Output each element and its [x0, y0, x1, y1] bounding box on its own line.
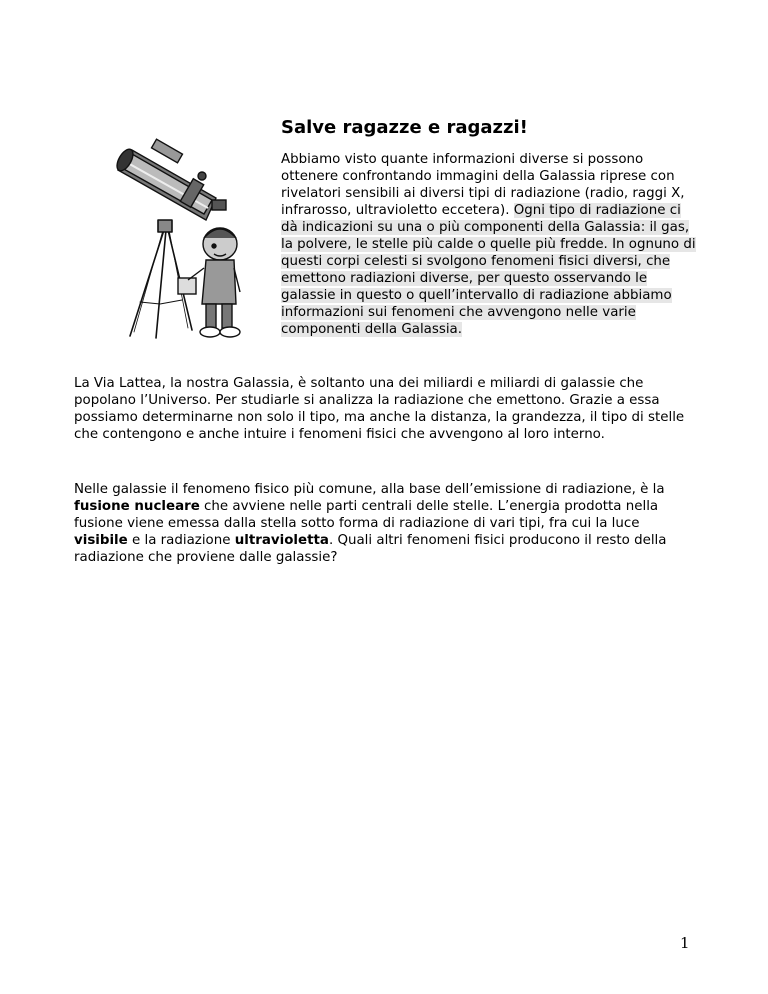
paragraph-fusion-part2: che avviene nelle parti centrali delle stelle. L’energia prodotta nella fusione viene emessa dalla stella sotto forma di radiazione di vari tipi, fra cui la luce	[74, 499, 659, 531]
paragraph-fusion-part3: e la radiazione	[127, 533, 235, 548]
paragraph-fusion-part4: . Quali altri fenomeni fisici producono il resto della radiazione che proviene dalle galassie?	[74, 533, 667, 565]
page-title: Salve ragazze e ragazzi!	[281, 117, 528, 138]
paragraph-fusion-part1: Nelle galassie il fenomeno fisico più comune, alla base dell’emissione di radiazione, è la	[74, 482, 665, 497]
paragraph-fusion	[74, 481, 694, 566]
term-ultraviolet: ultravioletta	[234, 533, 329, 548]
intro-paragraph	[281, 151, 701, 338]
term-visible: visibile	[74, 533, 128, 548]
intro-highlighted-text: Ogni tipo di radiazione ci dà indicazioni su una o più componenti della Galassia: il gas, la polvere, le stelle più calde o quelle più fredde. In ognuno di questi corpi celesti si svolgono fenomeni fisici diversi, che emettono radiazioni diverse, per questo osservando le galassie in questo o quell’intervallo di radiazione abbiamo informazioni sui fenomeni che avvengono nelle varie componenti della Galassia.	[281, 203, 696, 337]
page-number: 1	[680, 934, 690, 952]
paragraph-milky-way: La Via Lattea, la nostra Galassia, è soltanto una dei miliardi e miliardi di galassie che popolano l’Universo. Per studiarle si analizza la radiazione che emettono. Grazie a essa possiamo determinarne non solo il tipo, ma anche la distanza, la grandezza, il tipo di stelle che contengono e anche intuire i fenomeni fisici che avvengono al loro interno.	[74, 376, 685, 442]
term-nuclear-fusion: fusione nucleare	[74, 499, 200, 514]
child-telescope-clipart-icon	[116, 132, 244, 340]
intro-text: Abbiamo visto quante informazioni diverse si possono ottenere confrontando immagini della Galassia riprese con rivelatori sensibili ai diversi tipi di radiazione (radio, raggi X, infrarosso, ultravioletto eccetera).	[281, 152, 685, 218]
